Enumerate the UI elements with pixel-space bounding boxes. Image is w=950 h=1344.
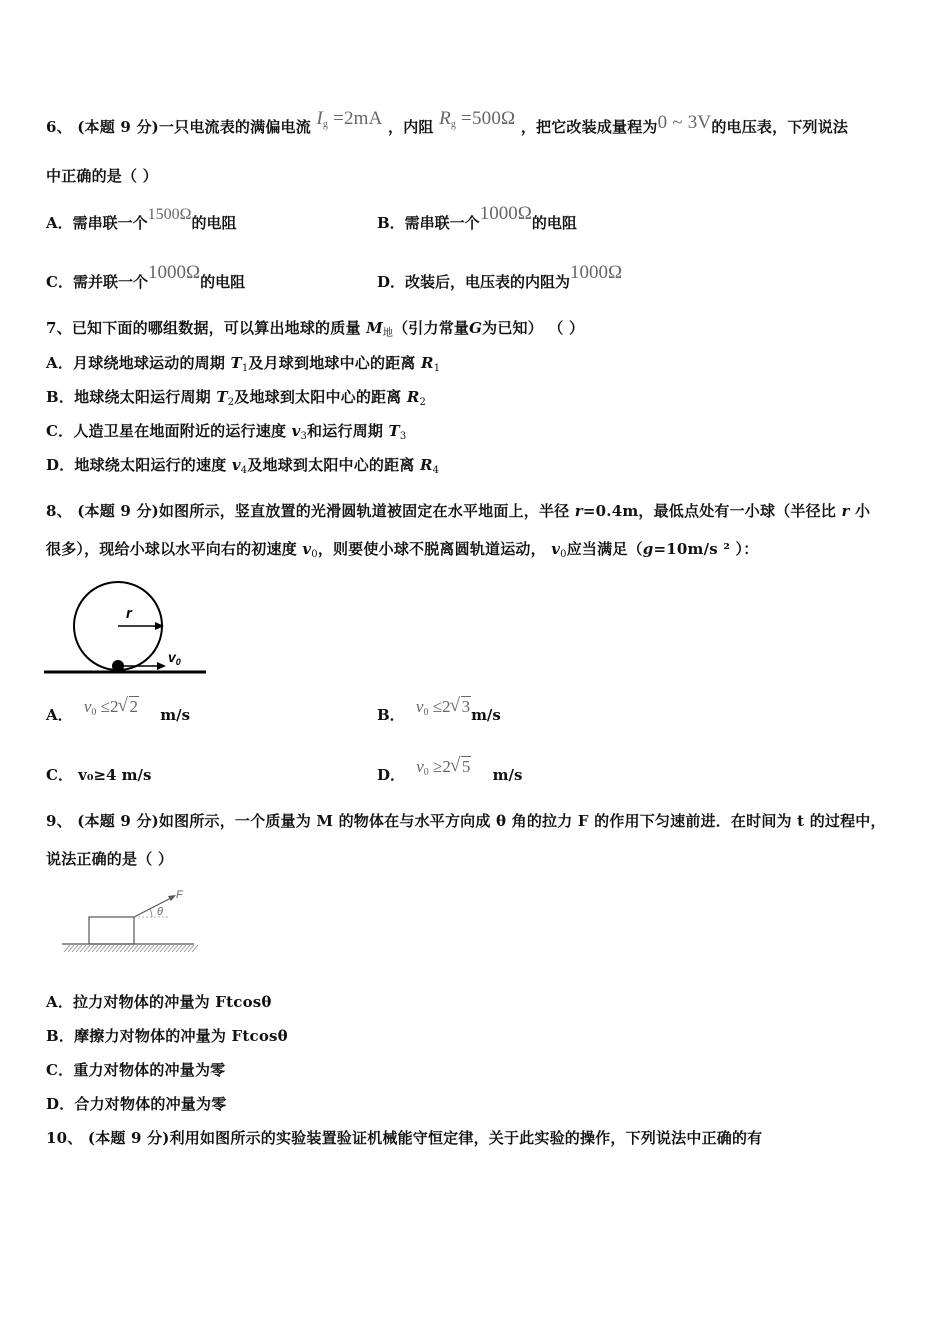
q9-block-force-figure (60, 888, 200, 958)
q7-option-a[interactable]: A．月球绕地球运动的周期 $T_1$及月球到地球中心的距离 $R_1$ (46, 354, 441, 374)
force-arrow (134, 897, 173, 917)
q8-option-b[interactable]: B． $v_0 \le 2√$ 3m/s (377, 704, 501, 726)
force-label: F (176, 889, 183, 901)
q6-ig-formula: $I_g =2mA$ (316, 108, 383, 130)
q8-option-a[interactable]: A． $v_0 \le 2√$ 2 m/s (46, 704, 190, 726)
q7-option-b[interactable]: B．地球绕太阳运行周期 $T_2$及地球到太阳中心的距离 $R_2$ (46, 388, 427, 408)
q6-option-b[interactable]: B．需串联一个1000Ω的电阻 (377, 203, 577, 232)
q8-stem-line1: 8、 (本题 9 分)如图所示，竖直放置的光滑圆轨道被固定在水平地面上，半径 r=0.4m，最低点处有一小球（半径比 r 小 (46, 502, 871, 520)
radius-label: r (126, 605, 132, 622)
q7-option-c[interactable]: C．人造卫星在地面附近的运行速度 $v_3$和运行周期 $T_3$ (46, 422, 407, 442)
q10-stem-line1: 10、 (本题 9 分)利用如图所示的实验装置验证机械能守恒定律，关于此实验的操作，下列说法中正确的有 (46, 1129, 763, 1147)
q8-option-c[interactable]: C． v₀≥4 m/s (46, 766, 152, 784)
block (89, 917, 134, 944)
q8-option-d[interactable]: D． $v_0 \ge 2√$ 5 m/s (377, 764, 522, 786)
q6-range-formula: 0 ~ 3V (657, 112, 712, 133)
q7-option-d[interactable]: D．地球绕太阳运行的速度 $v_4$及地球到太阳中心的距离 $R_4$ (46, 456, 440, 476)
q8-stem-line2: 很多），现给小球以水平向右的初速度 $v_0$，则要使小球不脱离圆轨道运动， $v_0$应当满足（g=10m/s ² ）： (46, 540, 759, 560)
q6-stem-line2: 中正确的是（ ） (46, 167, 158, 185)
q9-option-c[interactable]: C．重力对物体的冲量为零 (46, 1061, 226, 1079)
velocity-arrowhead-icon (157, 662, 166, 670)
q7-stem: 7、已知下面的哪组数据，可以算出地球的质量 $M_地$（引力常量G为已知） （ ） (46, 319, 585, 339)
q6-stem-line1: 6、 (本题 9 分)一只电流表的满偏电流 $I_g =2mA$ ，内阻 $R_g =500\Omega$ ，把它改装成量程为0 ~ 3V的电压表，下列说法 (46, 108, 849, 136)
q8-circular-track-figure (44, 578, 209, 680)
q6-rg-formula: $R_g =500\Omega$ (439, 108, 516, 130)
angle-arc (150, 909, 152, 917)
force-arrowhead-icon (168, 895, 176, 901)
ground-hatching (64, 945, 198, 952)
q6-option-a[interactable]: A．需串联一个1500Ω的电阻 (46, 206, 237, 232)
q9-stem-line2: 说法正确的是（ ） (46, 850, 174, 868)
q9-stem-line1: 9、 (本题 9 分)如图所示，一个质量为 M 的物体在与水平方向成 θ 角的拉力 F 的作用下匀速前进．在时间为 t 的过程中， (46, 812, 886, 830)
q9-option-b[interactable]: B．摩擦力对物体的冲量为 Ftcosθ (46, 1027, 288, 1045)
angle-label: θ (157, 906, 163, 918)
q6-option-c[interactable]: C．需并联一个1000Ω的电阻 (46, 262, 246, 291)
q9-option-d[interactable]: D．合力对物体的冲量为零 (46, 1095, 227, 1113)
q6-option-d[interactable]: D．改装后，电压表的内阻为1000Ω (377, 262, 623, 291)
velocity-label: $v_0$ (168, 649, 181, 667)
q9-option-a[interactable]: A．拉力对物体的冲量为 Ftcosθ (46, 993, 272, 1011)
